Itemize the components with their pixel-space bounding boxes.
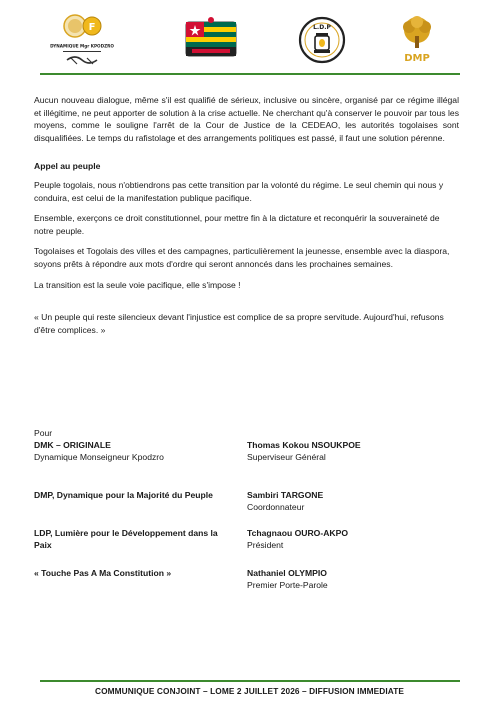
communique-body (34, 94, 459, 344)
signatory-role: Premier Porte-Parole (247, 580, 328, 590)
dmk-logo (50, 12, 114, 68)
togo-flag-logo (182, 16, 240, 62)
ldp-lamp-logo (298, 16, 346, 64)
pour-label: Pour (34, 428, 53, 438)
signatory-role: Coordonnateur (247, 502, 305, 512)
signatory-name: Tchagnaou OURO-AKPO (247, 528, 349, 538)
appeal-heading: Appel au peuple (34, 161, 101, 172)
org-name: « Touche Pas A Ma Constitution » (34, 568, 172, 578)
signatory-role: Superviseur Général (247, 452, 326, 462)
signatory-role: Président (247, 540, 284, 550)
logo1-caption: DYNAMIQUE Mgr KPODZRO (50, 43, 114, 49)
closing-quote: « Un peuple qui reste silencieux devant l'injustice est complice de sa propre servitude. Aujourd'hui, refusons d'être complices. » (34, 312, 444, 335)
signatory-name: Thomas Kokou NSOUKPOE (247, 440, 361, 450)
signatory-name: Sambiri TARGONE (247, 490, 324, 500)
appeal-paragraph-3: Togolaises et Togolais des villes et des campagnes, particulièrement la jeunesse, ensemble avec la diaspora, soyons prêts à répondre aux mots d'ordre qui seront annoncés dans les prochaines semaines. (34, 246, 450, 269)
intro-paragraph: Aucun nouveau dialogue, même s'il est qualifié de sérieux, inclusive ou sincère, organisé par ce régime illégal et illégitime, ne peut apporter de solution à la crise actuelle. Ne cherchant qu'à conserver le pouvoir par tous les moyens, comme le souligne l'arrêt de la Cour de Justice de la CEDEAO, les autorités togolaises sont disqualifiées. Le temps du rafistolage et des arrangements politiques est passé, il faut une solution pérenne. (34, 95, 459, 143)
logo-bar (0, 10, 499, 70)
signatures-block (34, 427, 474, 590)
footer-divider (40, 680, 460, 682)
org-name: DMK – ORIGINALE (34, 440, 111, 450)
footer-text: COMMUNIQUE CONJOINT – LOME 2 JUILLET 2026 – DIFFUSION IMMEDIATE (94, 686, 404, 696)
logo3-text: L.D.P (313, 24, 331, 31)
org-name: LDP, Lumière pour le Développement dans la Paix (34, 528, 218, 550)
org-name: DMP, Dynamique pour la Majorité du Peuple (34, 490, 213, 500)
dmp-tree-logo (398, 14, 436, 66)
org-subtitle: Dynamique Monseigneur Kpodzro (34, 452, 164, 462)
header-divider (40, 73, 460, 75)
logo4-text: DMP (404, 53, 430, 64)
appeal-paragraph-4: La transition est la seule voie pacifique, elle s'impose ! (34, 279, 241, 290)
appeal-paragraph-2: Ensemble, exerçons ce droit constitutionnel, pour mettre fin à la dictature et reconquérir la souveraineté de notre peuple. (34, 213, 440, 236)
svg-text:F: F (88, 22, 96, 33)
signatory-name: Nathaniel OLYMPIO (247, 568, 327, 578)
appeal-paragraph-1: Peuple togolais, nous n'obtiendrons pas cette transition par la volonté du régime. Le seul chemin qui nous y conduira, est celui de la manifestation publique pacifique. (34, 179, 444, 203)
